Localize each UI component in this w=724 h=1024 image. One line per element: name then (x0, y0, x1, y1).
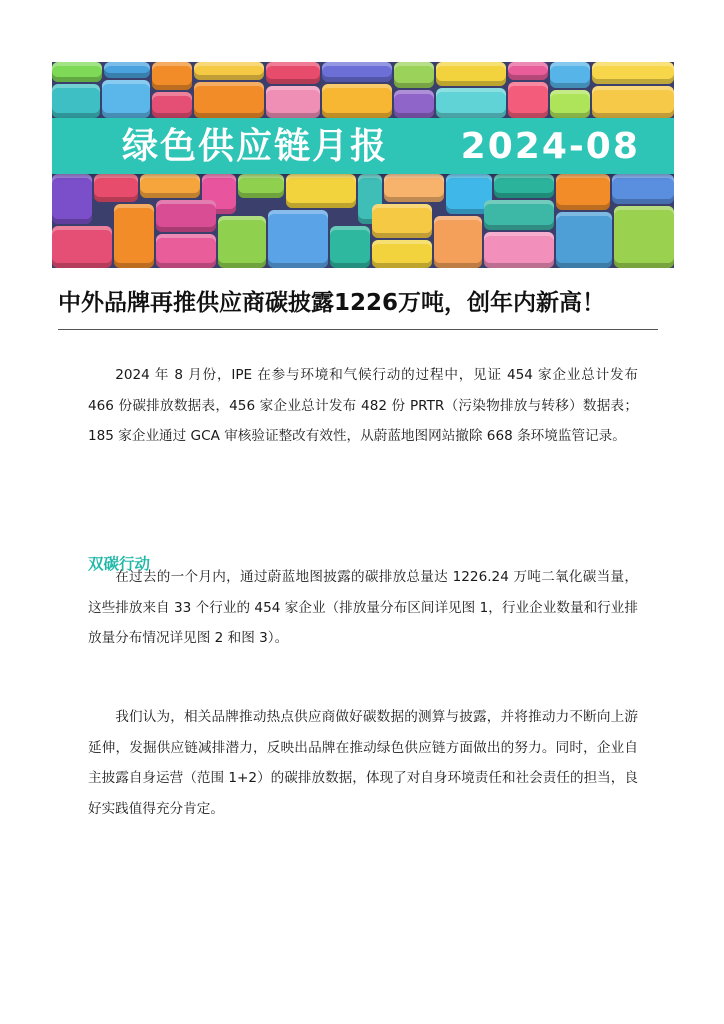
intro-paragraph: 2024 年 8 月份，IPE 在参与环境和气候行动的过程中，见证 454 家企业总计发布 466 份碳排放数据表，456 家企业总计发布 482 份 PRTR（污染物排放与转移）数据表；185 家企业通过 GCA 审核验证整改有效性，从蔚蓝地图网站撤除 668 条环境监管记录。 (88, 367, 638, 444)
color-block (218, 216, 266, 268)
color-block (104, 62, 150, 78)
color-block (384, 174, 444, 202)
color-block (614, 206, 674, 268)
color-block (372, 204, 432, 238)
headline: 中外品牌再推供应商碳披露1226万吨，创年内新高！ (58, 290, 606, 316)
color-block (194, 82, 264, 118)
color-block (436, 62, 506, 86)
color-block (286, 174, 356, 208)
color-block (434, 216, 482, 268)
color-block (508, 62, 548, 80)
color-block (612, 174, 674, 204)
color-block (372, 240, 432, 268)
color-block (484, 232, 554, 268)
color-block (52, 174, 92, 224)
color-block (156, 234, 216, 268)
color-block (494, 174, 554, 198)
color-block (52, 226, 112, 268)
color-block (394, 62, 434, 88)
color-block (330, 226, 370, 268)
color-block (156, 200, 216, 232)
color-block (268, 210, 328, 268)
color-block (322, 84, 392, 118)
color-block (484, 200, 554, 230)
color-block (592, 86, 674, 118)
color-block (152, 92, 192, 118)
color-block (266, 86, 320, 118)
section-paragraph: 我们认为，相关品牌推动热点供应商做好碳数据的测算与披露，并将推动力不断向上游延伸，发掘供应链减排潜力，反映出品牌在推动绿色供应链方面做出的努力。同时，企业自主披露自身运营（范围 1+2）的碳排放数据，体现了对自身环境责任和社会责任的担当，良好实践值得充分肯定。 (88, 709, 638, 817)
color-block (592, 62, 674, 84)
header-banner (52, 62, 674, 268)
color-block (436, 88, 506, 118)
color-block (550, 62, 590, 88)
color-block (508, 82, 548, 118)
color-block (52, 62, 102, 82)
color-block (52, 84, 100, 118)
color-block (140, 174, 200, 198)
divider (58, 329, 658, 330)
color-block (194, 62, 264, 80)
color-block (556, 212, 612, 268)
color-block (322, 62, 392, 82)
color-block (238, 174, 284, 198)
color-block (94, 174, 138, 202)
color-block (394, 90, 434, 118)
section-title: 双碳行动 (88, 555, 151, 573)
color-block (550, 90, 590, 118)
color-block (152, 62, 192, 90)
color-block (266, 62, 320, 84)
section-paragraph-text: 在过去的一个月内，通过蔚蓝地图披露的碳排放总量达 1226.24 万吨二氧化碳当量，这些排放来自 33 个行业的 454 家企业（排放量分布区间详见图 1，行业企业数量和行业排放量分布情况详见图 2 和图 3）。 (88, 569, 638, 646)
color-block (102, 80, 150, 118)
color-block (556, 174, 610, 210)
section-paragraph (88, 562, 638, 654)
report-title: 绿色供应链月报 2024-08 (122, 126, 640, 167)
color-block (114, 204, 154, 268)
